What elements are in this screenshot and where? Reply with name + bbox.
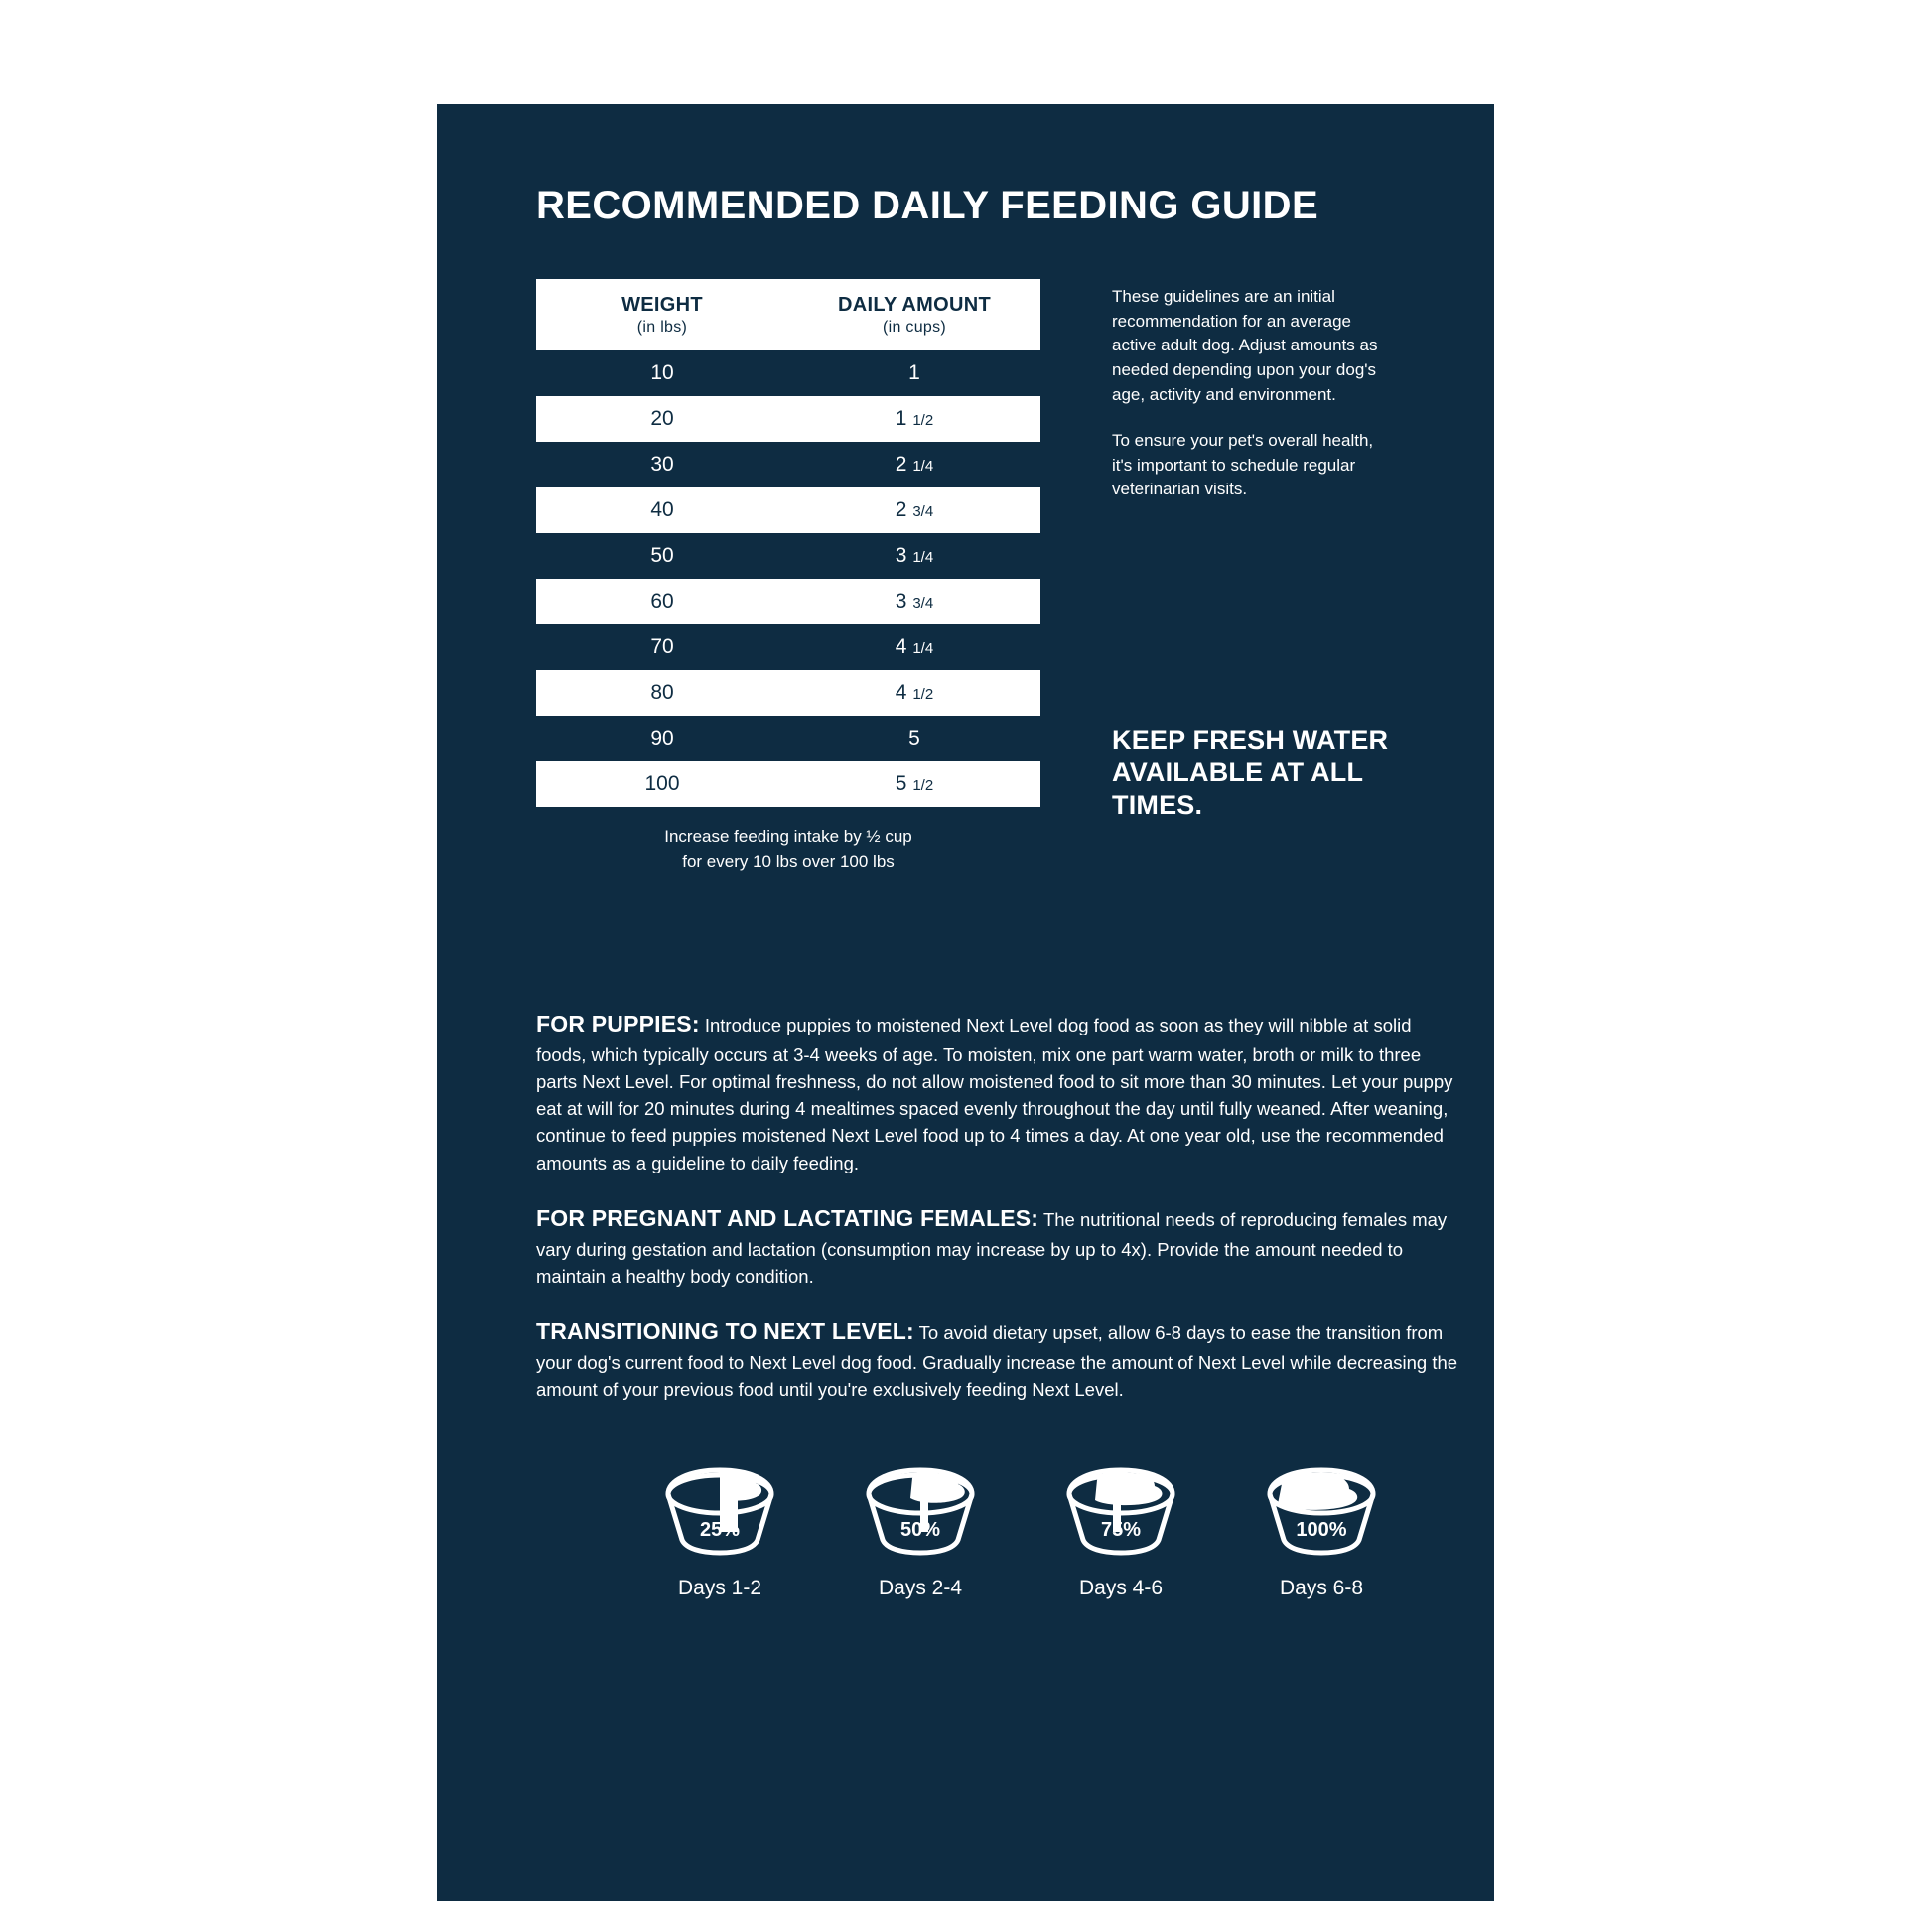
bowl-item: [650, 1454, 789, 1600]
cell-weight: 90: [650, 727, 674, 750]
cell-amount: [788, 442, 1040, 487]
table-row: [536, 396, 1040, 442]
section-paragraph: [536, 1008, 1459, 1176]
col-header-amount: [788, 279, 1040, 350]
cell-weight: 100: [644, 772, 680, 795]
cell-amount-whole: 4: [895, 681, 907, 704]
section-paragraph: [536, 1202, 1459, 1290]
cell-amount: [788, 670, 1040, 716]
bowl-label: Days 2-4: [878, 1577, 963, 1599]
col-header-weight-main: WEIGHT: [621, 293, 703, 316]
feeding-guide-panel: [437, 104, 1494, 1901]
section-lead: FOR PUPPIES:: [536, 1011, 700, 1036]
cell-amount-whole: 3: [895, 544, 907, 567]
cell-weight: 30: [650, 453, 674, 476]
col-header-amount-main: DAILY AMOUNT: [838, 293, 991, 316]
bowl-item: [1252, 1454, 1391, 1600]
table-row: [536, 670, 1040, 716]
feeding-table-head: [536, 279, 1040, 350]
cell-amount-whole: 2: [895, 453, 907, 476]
col-header-amount-sub: (in cups): [882, 318, 947, 336]
table-header-row: [536, 279, 1040, 350]
table-row: [536, 350, 1040, 396]
cell-amount-frac: 1/2: [912, 686, 934, 703]
bowl-percent: 50%: [899, 1519, 941, 1541]
cell-amount: [788, 716, 1040, 761]
table-row: [536, 716, 1040, 761]
cell-weight: 70: [650, 635, 674, 658]
bowl-label: Days 4-6: [1078, 1577, 1164, 1599]
section-text: To avoid dietary upset, allow 6-8 days to ease the transition from your dog's current food to Next Level dog food. Gradually increase the amount of Next Level while decreasing the amount of your previous food until you're exclusively feeding Next Level.: [536, 1321, 1458, 1400]
section-lead: FOR PREGNANT AND LACTATING FEMALES:: [536, 1204, 1039, 1231]
dog-bowl-icon: [851, 1454, 990, 1559]
feeding-table-wrap: [536, 279, 1040, 874]
cell-amount-whole: 1: [908, 361, 920, 384]
table-row: [536, 442, 1040, 487]
cell-weight: 60: [650, 590, 674, 613]
bowl-item: [1051, 1454, 1190, 1600]
body-sections: [536, 1008, 1459, 1403]
table-row: [536, 579, 1040, 624]
table-row: [536, 533, 1040, 579]
bowl-label: Days 1-2: [677, 1577, 762, 1599]
cell-amount-whole: 5: [908, 727, 920, 750]
cell-amount-whole: 1: [895, 407, 907, 430]
cell-amount-frac: 1/4: [912, 549, 934, 566]
cell-amount-frac: 1/2: [912, 412, 934, 429]
section-for-puppies: [536, 1008, 1459, 1176]
section-paragraph: [536, 1315, 1459, 1403]
sidebar-notes: [1112, 285, 1395, 524]
table-note-line1: Increase feeding intake by ½ cup: [664, 827, 912, 846]
col-header-weight-sub: (in lbs): [636, 318, 688, 336]
section-pregnant-lactating: [536, 1202, 1459, 1290]
bowl-item: [851, 1454, 990, 1600]
dog-bowl-icon: [1252, 1454, 1391, 1559]
table-note-line2: for every 10 lbs over 100 lbs: [682, 851, 895, 871]
sidebar-paragraph-2: To ensure your pet's overall health, it's important to schedule regular veterinarian visits.: [1112, 431, 1374, 499]
cell-amount-frac: 1/4: [912, 458, 934, 475]
cell-amount-whole: 2: [895, 498, 907, 521]
feeding-table-body: [536, 350, 1040, 807]
cell-amount-frac: 1/4: [912, 640, 934, 657]
cell-amount-whole: 4: [895, 635, 907, 658]
bowl-percent: 75%: [1100, 1519, 1142, 1541]
col-header-weight: [536, 279, 788, 350]
transition-bowls: [536, 1454, 1459, 1600]
cell-amount: [788, 533, 1040, 579]
cell-amount: [788, 487, 1040, 533]
table-row: [536, 761, 1040, 807]
cell-amount: [788, 350, 1040, 396]
cell-weight: 10: [650, 361, 674, 384]
cell-amount-frac: 1/2: [912, 777, 934, 794]
cell-weight: 80: [650, 681, 674, 704]
panel-inner: [536, 184, 1395, 871]
cell-amount: [788, 761, 1040, 807]
cell-weight: 50: [650, 544, 674, 567]
section-text: Introduce puppies to moistened Next Level dog food as soon as they will nibble at solid foods, which typically occurs at 3-4 weeks of age. To moisten, mix one part warm water, broth or milk to three parts Next Level. For optimal freshness, do not allow moistened food to sit more than 30 minutes. Let your puppy eat at will for 20 minutes during 4 mealtimes spaced evenly throughout the day until fully weaned. After weaning, continue to feed puppies moistened Next Level food up to 4 times a day. At one year old, use the recommended amounts as a guideline to daily feeding.: [536, 1015, 1453, 1173]
dog-bowl-icon: [650, 1454, 789, 1559]
feeding-table: [536, 279, 1040, 807]
table-note: [536, 825, 1040, 874]
cell-weight: 40: [650, 498, 674, 521]
section-lead: TRANSITIONING TO NEXT LEVEL:: [536, 1317, 914, 1344]
cell-amount-whole: 5: [895, 772, 907, 795]
bowl-label: Days 6-8: [1279, 1577, 1364, 1599]
section-text: The nutritional needs of reproducing females may vary during gestation and lactation (consumption may increase by up to 4x). Provide the amount needed to maintain a healthy body condition.: [536, 1208, 1448, 1287]
bowl-percent: 100%: [1296, 1519, 1347, 1541]
section-transitioning: [536, 1315, 1459, 1403]
table-row: [536, 624, 1040, 670]
cell-weight: 20: [650, 407, 674, 430]
cell-amount-whole: 3: [895, 590, 907, 613]
bowl-percent: 25%: [699, 1519, 741, 1541]
cell-amount: [788, 579, 1040, 624]
cell-amount: [788, 624, 1040, 670]
sidebar-paragraph-1: These guidelines are an initial recommendation for an average active adult dog. Adjust amounts as needed depending upon your dog's age, activity and environment.: [1112, 287, 1378, 404]
cell-amount: [788, 396, 1040, 442]
cell-amount-frac: 3/4: [912, 595, 934, 612]
fresh-water-callout: KEEP FRESH WATER AVAILABLE AT ALL TIMES.: [1112, 725, 1389, 820]
page-title: RECOMMENDED DAILY FEEDING GUIDE: [536, 184, 1319, 227]
table-row: [536, 487, 1040, 533]
dog-bowl-icon: [1051, 1454, 1190, 1559]
cell-amount-frac: 3/4: [912, 503, 934, 520]
